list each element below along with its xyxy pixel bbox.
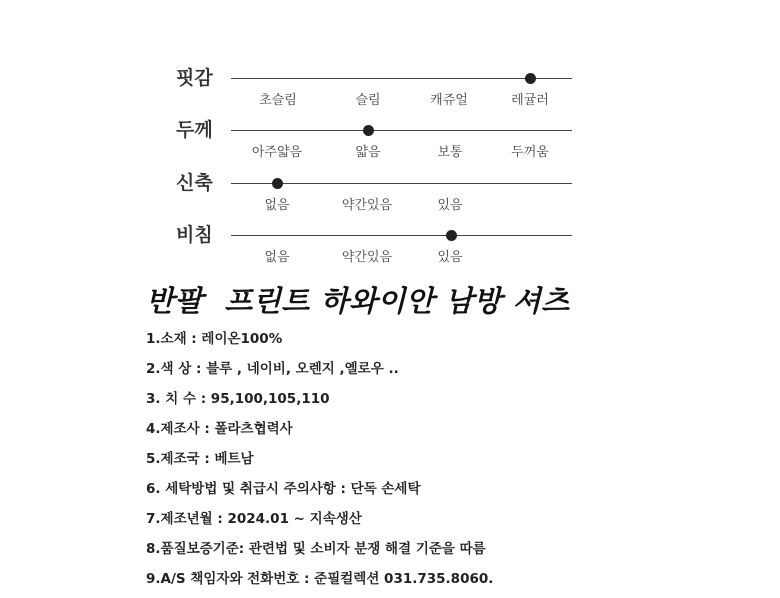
sheerness-scale-track	[231, 235, 572, 236]
spec-sizes: 3. 치 수 : 95,100,105,110	[146, 391, 330, 407]
fit-scale	[0, 67, 780, 117]
product-title: 반팔 프린트 하와이안 남방 셔츠	[146, 284, 570, 318]
spec-material: 1.소재 : 레이온100%	[146, 331, 283, 347]
spec-manufacture-date: 7.제조년월 : 2024.01 ~ 지속생산	[146, 511, 362, 527]
stretch-option-yes: 있음	[437, 198, 463, 213]
spec-care: 6. 세탁방법 및 취급시 주의사항 : 단독 손세탁	[146, 481, 421, 497]
spec-after-service: 9.A/S 책임자와 전화번호 : 준필컬렉션 031.735.8060.	[146, 571, 494, 587]
thickness-option-thick: 두꺼움	[511, 145, 549, 160]
sheerness-option-none: 없음	[264, 250, 290, 265]
fit-scale-marker	[525, 73, 536, 84]
fit-scale-label: 핏감	[176, 67, 213, 89]
spec-list	[146, 328, 493, 598]
sheerness-scale-label: 비침	[176, 224, 213, 246]
fit-option-slim: 슬림	[355, 93, 381, 108]
thickness-option-very-thin: 아주얇음	[251, 145, 303, 160]
fit-option-casual: 캐쥬얼	[430, 93, 468, 108]
stretch-option-slight: 약간있음	[341, 198, 393, 213]
spec-manufacturer: 4.제조사 : 폴라츠협력사	[146, 421, 293, 437]
sheerness-option-slight: 약간있음	[341, 250, 393, 265]
spec-country: 5.제조국 : 베트남	[146, 451, 254, 467]
thickness-scale	[0, 119, 780, 169]
sheerness-option-yes: 있음	[437, 250, 463, 265]
stretch-scale-label: 신축	[176, 172, 213, 194]
thickness-scale-track	[231, 130, 572, 131]
thickness-scale-label: 두께	[176, 119, 213, 141]
spec-quality-standard: 8.품질보증기준: 관련법 및 소비자 분쟁 해결 기준을 따름	[146, 541, 486, 557]
fit-option-super-slim: 초슬림	[259, 93, 297, 108]
stretch-option-none: 없음	[264, 198, 290, 213]
thickness-option-thin: 얇음	[355, 145, 381, 160]
fit-scale-track	[231, 78, 572, 79]
thickness-scale-marker	[363, 125, 374, 136]
spec-colors: 2.색 상 : 블루 , 네이비, 오렌지 ,옐로우 ..	[146, 361, 399, 377]
sheerness-scale	[0, 224, 780, 274]
stretch-scale-marker	[272, 178, 283, 189]
sheerness-scale-marker	[446, 230, 457, 241]
stretch-scale	[0, 172, 780, 222]
fit-option-regular: 레귤러	[511, 93, 549, 108]
thickness-option-normal: 보통	[437, 145, 463, 160]
